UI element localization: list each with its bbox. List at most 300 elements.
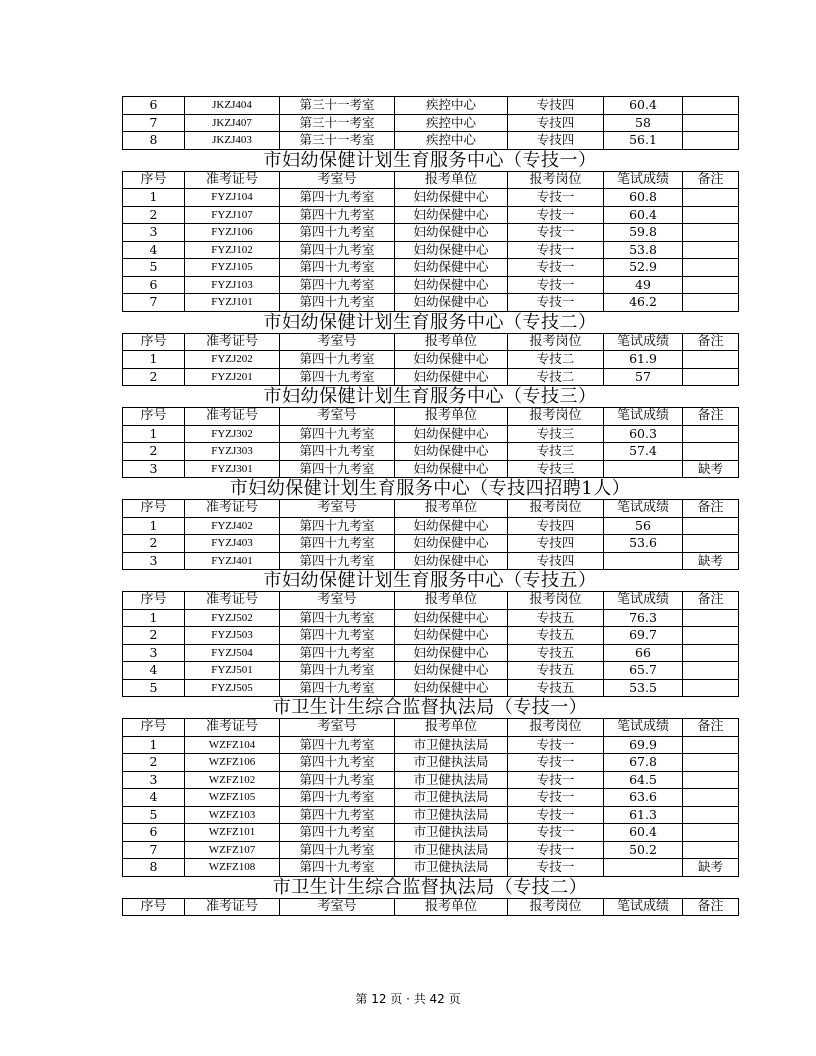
table-cell: FYZJ502 (185, 609, 280, 627)
column-header: 序号 (123, 171, 185, 189)
table-cell: 妇幼保健中心 (395, 627, 508, 645)
table-row (123, 97, 739, 115)
table-cell: 第四十九考室 (280, 789, 395, 807)
table-cell: 妇幼保健中心 (395, 517, 508, 535)
table-cell: 第四十九考室 (280, 552, 395, 570)
table-cell: 60.8 (604, 189, 683, 207)
score-table (122, 718, 739, 877)
column-header: 笔试成绩 (604, 333, 683, 351)
table-cell: WZFZ103 (185, 806, 280, 824)
score-table (122, 96, 739, 150)
table-cell: 妇幼保健中心 (395, 443, 508, 461)
table-cell: 第四十九考室 (280, 771, 395, 789)
table-cell (683, 517, 739, 535)
table-cell: 专技二 (508, 351, 604, 369)
table-cell: 2 (123, 206, 185, 224)
column-header: 备注 (683, 408, 739, 426)
table-cell: 妇幼保健中心 (395, 294, 508, 312)
table-cell (683, 679, 739, 697)
table-row (123, 535, 739, 553)
table-cell (683, 754, 739, 772)
column-header: 笔试成绩 (604, 171, 683, 189)
table-cell: 53.5 (604, 679, 683, 697)
table-cell (683, 789, 739, 807)
table-cell: 缺考 (683, 552, 739, 570)
table-cell (683, 224, 739, 242)
table-cell (683, 276, 739, 294)
table-cell: 第四十九考室 (280, 824, 395, 842)
section-title: 市妇幼保健计划生育服务中心（专技一） (263, 149, 597, 171)
column-header: 准考证号 (185, 898, 280, 916)
table-cell (683, 368, 739, 386)
table-cell: 第三十一考室 (280, 132, 395, 150)
table-cell: 市卫健执法局 (395, 806, 508, 824)
table-cell: 6 (123, 276, 185, 294)
table-cell: 妇幼保健中心 (395, 224, 508, 242)
table-cell: 60.4 (604, 824, 683, 842)
table-cell: 专技四 (508, 114, 604, 132)
table-cell: FYZJ104 (185, 189, 280, 207)
table-cell: 59.8 (604, 224, 683, 242)
table-cell: 6 (123, 97, 185, 115)
column-header: 备注 (683, 333, 739, 351)
table-row (123, 824, 739, 842)
table-header-row (123, 408, 739, 426)
table-cell: 妇幼保健中心 (395, 206, 508, 224)
table-cell: 市卫健执法局 (395, 859, 508, 877)
column-header: 笔试成绩 (604, 500, 683, 518)
table-row (123, 662, 739, 680)
column-header: 准考证号 (185, 592, 280, 610)
table-row (123, 609, 739, 627)
table-cell: WZFZ102 (185, 771, 280, 789)
table-cell: 缺考 (683, 859, 739, 877)
column-header: 备注 (683, 500, 739, 518)
table-cell (604, 552, 683, 570)
column-header: 报考岗位 (508, 592, 604, 610)
column-header: 笔试成绩 (604, 408, 683, 426)
table-cell: 第四十九考室 (280, 517, 395, 535)
table-cell: 专技五 (508, 662, 604, 680)
score-table (122, 499, 739, 570)
table-cell: WZFZ105 (185, 789, 280, 807)
table-cell: FYZJ106 (185, 224, 280, 242)
table-cell (683, 189, 739, 207)
table-cell: 第四十九考室 (280, 224, 395, 242)
table-row (123, 132, 739, 150)
table-cell: 49 (604, 276, 683, 294)
table-cell: 67.8 (604, 754, 683, 772)
table-cell: 专技五 (508, 609, 604, 627)
table-cell: 妇幼保健中心 (395, 662, 508, 680)
table-row (123, 644, 739, 662)
table-cell (683, 241, 739, 259)
table-cell: 专技三 (508, 425, 604, 443)
section-title: 市妇幼保健计划生育服务中心（专技五） (263, 570, 597, 591)
table-cell: FYZJ403 (185, 535, 280, 553)
table-cell: 1 (123, 351, 185, 369)
column-header: 序号 (123, 719, 185, 737)
table-cell: 60.3 (604, 425, 683, 443)
table-cell: 专技一 (508, 259, 604, 277)
table-row (123, 806, 739, 824)
table-cell: 妇幼保健中心 (395, 644, 508, 662)
table-cell: 第四十九考室 (280, 206, 395, 224)
table-cell: 65.7 (604, 662, 683, 680)
column-header: 考室号 (280, 171, 395, 189)
table-cell: FYZJ402 (185, 517, 280, 535)
table-row (123, 443, 739, 461)
table-cell (683, 609, 739, 627)
column-header: 准考证号 (185, 719, 280, 737)
table-cell (683, 535, 739, 553)
table-cell: 专技一 (508, 789, 604, 807)
table-cell: 69.9 (604, 736, 683, 754)
table-row (123, 789, 739, 807)
table-cell: 专技一 (508, 806, 604, 824)
table-cell: 第四十九考室 (280, 609, 395, 627)
table-cell (683, 771, 739, 789)
table-cell (683, 806, 739, 824)
table-cell: 52.9 (604, 259, 683, 277)
table-cell: JKZJ403 (185, 132, 280, 150)
table-cell (683, 351, 739, 369)
table-cell: 专技一 (508, 276, 604, 294)
table-cell: 4 (123, 662, 185, 680)
table-cell: FYZJ301 (185, 460, 280, 478)
table-cell: 2 (123, 535, 185, 553)
table-row (123, 679, 739, 697)
column-header: 准考证号 (185, 171, 280, 189)
table-cell: FYZJ101 (185, 294, 280, 312)
table-cell: 6 (123, 824, 185, 842)
table-cell: 妇幼保健中心 (395, 535, 508, 553)
score-table (122, 407, 739, 478)
table-row (123, 368, 739, 386)
table-cell: FYZJ105 (185, 259, 280, 277)
table-cell: 疾控中心 (395, 132, 508, 150)
table-cell (683, 841, 739, 859)
column-header: 序号 (123, 408, 185, 426)
table-cell: 专技一 (508, 206, 604, 224)
table-row (123, 259, 739, 277)
column-header: 考室号 (280, 333, 395, 351)
table-cell: 2 (123, 443, 185, 461)
table-cell: 妇幼保健中心 (395, 351, 508, 369)
table-cell: 76.3 (604, 609, 683, 627)
table-cell: 第四十九考室 (280, 754, 395, 772)
table-cell: WZFZ106 (185, 754, 280, 772)
table-cell: 专技四 (508, 552, 604, 570)
table-cell (683, 443, 739, 461)
table-row (123, 351, 739, 369)
table-cell: 53.6 (604, 535, 683, 553)
table-row (123, 241, 739, 259)
table-cell: 第四十九考室 (280, 806, 395, 824)
table-cell: 第四十九考室 (280, 443, 395, 461)
table-row (123, 771, 739, 789)
score-table (122, 333, 739, 387)
column-header: 报考单位 (395, 898, 508, 916)
table-cell: 57 (604, 368, 683, 386)
column-header: 笔试成绩 (604, 898, 683, 916)
column-header: 笔试成绩 (604, 592, 683, 610)
table-cell (683, 259, 739, 277)
table-cell: 市卫健执法局 (395, 771, 508, 789)
column-header: 考室号 (280, 408, 395, 426)
table-cell (604, 859, 683, 877)
table-cell: 第四十九考室 (280, 241, 395, 259)
table-cell: 第四十九考室 (280, 627, 395, 645)
table-cell: 妇幼保健中心 (395, 368, 508, 386)
table-cell: 市卫健执法局 (395, 824, 508, 842)
table-cell: 57.4 (604, 443, 683, 461)
table-cell: 第四十九考室 (280, 460, 395, 478)
table-cell (683, 627, 739, 645)
table-cell: 专技五 (508, 627, 604, 645)
table-cell: JKZJ404 (185, 97, 280, 115)
column-header: 备注 (683, 898, 739, 916)
table-cell: 60.4 (604, 97, 683, 115)
table-row (123, 460, 739, 478)
column-header: 报考单位 (395, 592, 508, 610)
column-header: 考室号 (280, 719, 395, 737)
table-cell: 专技四 (508, 132, 604, 150)
table-cell: FYZJ107 (185, 206, 280, 224)
table-cell: 妇幼保健中心 (395, 241, 508, 259)
table-cell: 第三十一考室 (280, 114, 395, 132)
column-header: 报考岗位 (508, 408, 604, 426)
table-cell: 2 (123, 368, 185, 386)
table-cell: 专技一 (508, 859, 604, 877)
table-cell: 专技一 (508, 841, 604, 859)
column-header: 备注 (683, 171, 739, 189)
table-row (123, 552, 739, 570)
column-header: 备注 (683, 592, 739, 610)
table-row (123, 276, 739, 294)
table-cell (604, 460, 683, 478)
table-cell: WZFZ108 (185, 859, 280, 877)
table-cell: 5 (123, 259, 185, 277)
table-cell: 5 (123, 806, 185, 824)
table-header-row (123, 171, 739, 189)
table-cell (683, 114, 739, 132)
column-header: 准考证号 (185, 500, 280, 518)
table-cell: FYZJ505 (185, 679, 280, 697)
table-cell: WZFZ104 (185, 736, 280, 754)
table-cell: 61.3 (604, 806, 683, 824)
table-cell: 专技三 (508, 460, 604, 478)
table-cell: FYZJ102 (185, 241, 280, 259)
table-cell: 50.2 (604, 841, 683, 859)
column-header: 考室号 (280, 500, 395, 518)
table-cell: 妇幼保健中心 (395, 259, 508, 277)
table-cell: 第四十九考室 (280, 351, 395, 369)
table-cell: 3 (123, 771, 185, 789)
column-header: 序号 (123, 592, 185, 610)
column-header: 序号 (123, 500, 185, 518)
column-header: 准考证号 (185, 408, 280, 426)
table-row (123, 425, 739, 443)
table-row (123, 859, 739, 877)
table-cell: 专技一 (508, 736, 604, 754)
table-cell: 专技四 (508, 517, 604, 535)
table-cell: 妇幼保健中心 (395, 425, 508, 443)
table-cell: FYZJ303 (185, 443, 280, 461)
table-header-row (123, 333, 739, 351)
page-footer: 第 12 页 · 共 42 页 (355, 992, 461, 1006)
table-cell: 妇幼保健中心 (395, 460, 508, 478)
table-cell: 3 (123, 224, 185, 242)
table-header-row (123, 719, 739, 737)
table-cell: 专技二 (508, 368, 604, 386)
table-cell: 1 (123, 736, 185, 754)
table-cell: 专技一 (508, 241, 604, 259)
table-cell (683, 132, 739, 150)
table-cell: 1 (123, 517, 185, 535)
table-header-row (123, 592, 739, 610)
table-header-row (123, 898, 739, 916)
column-header: 笔试成绩 (604, 719, 683, 737)
column-header: 报考岗位 (508, 171, 604, 189)
table-cell: 市卫健执法局 (395, 789, 508, 807)
column-header: 序号 (123, 898, 185, 916)
table-cell (683, 206, 739, 224)
table-cell: 专技一 (508, 294, 604, 312)
table-cell: FYZJ302 (185, 425, 280, 443)
table-cell: 8 (123, 859, 185, 877)
table-cell: 专技五 (508, 679, 604, 697)
column-header: 报考单位 (395, 500, 508, 518)
document-body (122, 96, 738, 916)
table-row (123, 206, 739, 224)
table-cell: 58 (604, 114, 683, 132)
table-row (123, 627, 739, 645)
section-title: 市妇幼保健计划生育服务中心（专技四招聘1人） (229, 478, 631, 499)
table-cell: 64.5 (604, 771, 683, 789)
table-row (123, 294, 739, 312)
score-table (122, 591, 739, 697)
table-cell: 56.1 (604, 132, 683, 150)
table-cell: 第四十九考室 (280, 662, 395, 680)
table-cell: WZFZ107 (185, 841, 280, 859)
section-title: 市卫生计生综合监督执法局（专技一） (272, 697, 588, 718)
table-cell (683, 425, 739, 443)
table-cell: 专技一 (508, 189, 604, 207)
table-cell: 疾控中心 (395, 114, 508, 132)
table-cell: 第四十九考室 (280, 841, 395, 859)
table-cell: 4 (123, 241, 185, 259)
table-cell: 2 (123, 754, 185, 772)
score-table (122, 898, 739, 917)
table-cell: 第四十九考室 (280, 276, 395, 294)
table-cell: FYZJ202 (185, 351, 280, 369)
table-cell: 第四十九考室 (280, 259, 395, 277)
table-cell: 第四十九考室 (280, 859, 395, 877)
table-cell: 妇幼保健中心 (395, 276, 508, 294)
table-cell: 妇幼保健中心 (395, 679, 508, 697)
column-header: 考室号 (280, 898, 395, 916)
table-cell: 第四十九考室 (280, 644, 395, 662)
table-cell (683, 97, 739, 115)
table-cell: 1 (123, 425, 185, 443)
table-cell: 第四十九考室 (280, 736, 395, 754)
column-header: 备注 (683, 719, 739, 737)
table-row (123, 189, 739, 207)
table-cell: 1 (123, 189, 185, 207)
table-cell: 妇幼保健中心 (395, 552, 508, 570)
column-header: 准考证号 (185, 333, 280, 351)
section-title: 市卫生计生综合监督执法局（专技二） (272, 876, 588, 898)
table-cell: 第四十九考室 (280, 679, 395, 697)
table-cell (683, 294, 739, 312)
column-header: 序号 (123, 333, 185, 351)
table-cell: 专技一 (508, 824, 604, 842)
column-header: 报考岗位 (508, 719, 604, 737)
table-row (123, 736, 739, 754)
table-cell: 56 (604, 517, 683, 535)
table-cell: FYZJ103 (185, 276, 280, 294)
table-cell: 第四十九考室 (280, 368, 395, 386)
table-cell: 专技一 (508, 771, 604, 789)
column-header: 报考岗位 (508, 333, 604, 351)
section-title: 市妇幼保健计划生育服务中心（专技二） (263, 311, 597, 333)
table-cell: 专技三 (508, 443, 604, 461)
table-cell: 66 (604, 644, 683, 662)
table-cell: 8 (123, 132, 185, 150)
table-cell: 市卫健执法局 (395, 841, 508, 859)
table-cell: 3 (123, 460, 185, 478)
table-cell: 53.8 (604, 241, 683, 259)
table-row (123, 754, 739, 772)
table-cell: 3 (123, 552, 185, 570)
column-header: 考室号 (280, 592, 395, 610)
table-cell (683, 736, 739, 754)
table-cell: FYZJ504 (185, 644, 280, 662)
table-cell: 60.4 (604, 206, 683, 224)
column-header: 报考单位 (395, 171, 508, 189)
table-row (123, 841, 739, 859)
table-cell: 专技一 (508, 754, 604, 772)
table-cell: 第四十九考室 (280, 189, 395, 207)
column-header: 报考岗位 (508, 898, 604, 916)
table-cell: 61.9 (604, 351, 683, 369)
table-cell: 7 (123, 841, 185, 859)
section-title: 市妇幼保健计划生育服务中心（专技三） (263, 386, 597, 407)
table-row (123, 224, 739, 242)
table-cell: 1 (123, 609, 185, 627)
table-cell: 第三十一考室 (280, 97, 395, 115)
table-cell: 缺考 (683, 460, 739, 478)
table-cell: 专技四 (508, 535, 604, 553)
table-cell: FYZJ401 (185, 552, 280, 570)
table-cell: 2 (123, 627, 185, 645)
table-cell: 3 (123, 644, 185, 662)
table-cell: JKZJ407 (185, 114, 280, 132)
table-cell: 专技四 (508, 97, 604, 115)
table-cell: 专技五 (508, 644, 604, 662)
table-cell: 69.7 (604, 627, 683, 645)
table-cell: 妇幼保健中心 (395, 189, 508, 207)
table-cell: FYZJ201 (185, 368, 280, 386)
score-table (122, 171, 739, 312)
table-cell: 专技一 (508, 224, 604, 242)
table-cell: 4 (123, 789, 185, 807)
table-cell: 第四十九考室 (280, 535, 395, 553)
table-cell: 疾控中心 (395, 97, 508, 115)
table-cell: 第四十九考室 (280, 294, 395, 312)
table-cell: 市卫健执法局 (395, 754, 508, 772)
